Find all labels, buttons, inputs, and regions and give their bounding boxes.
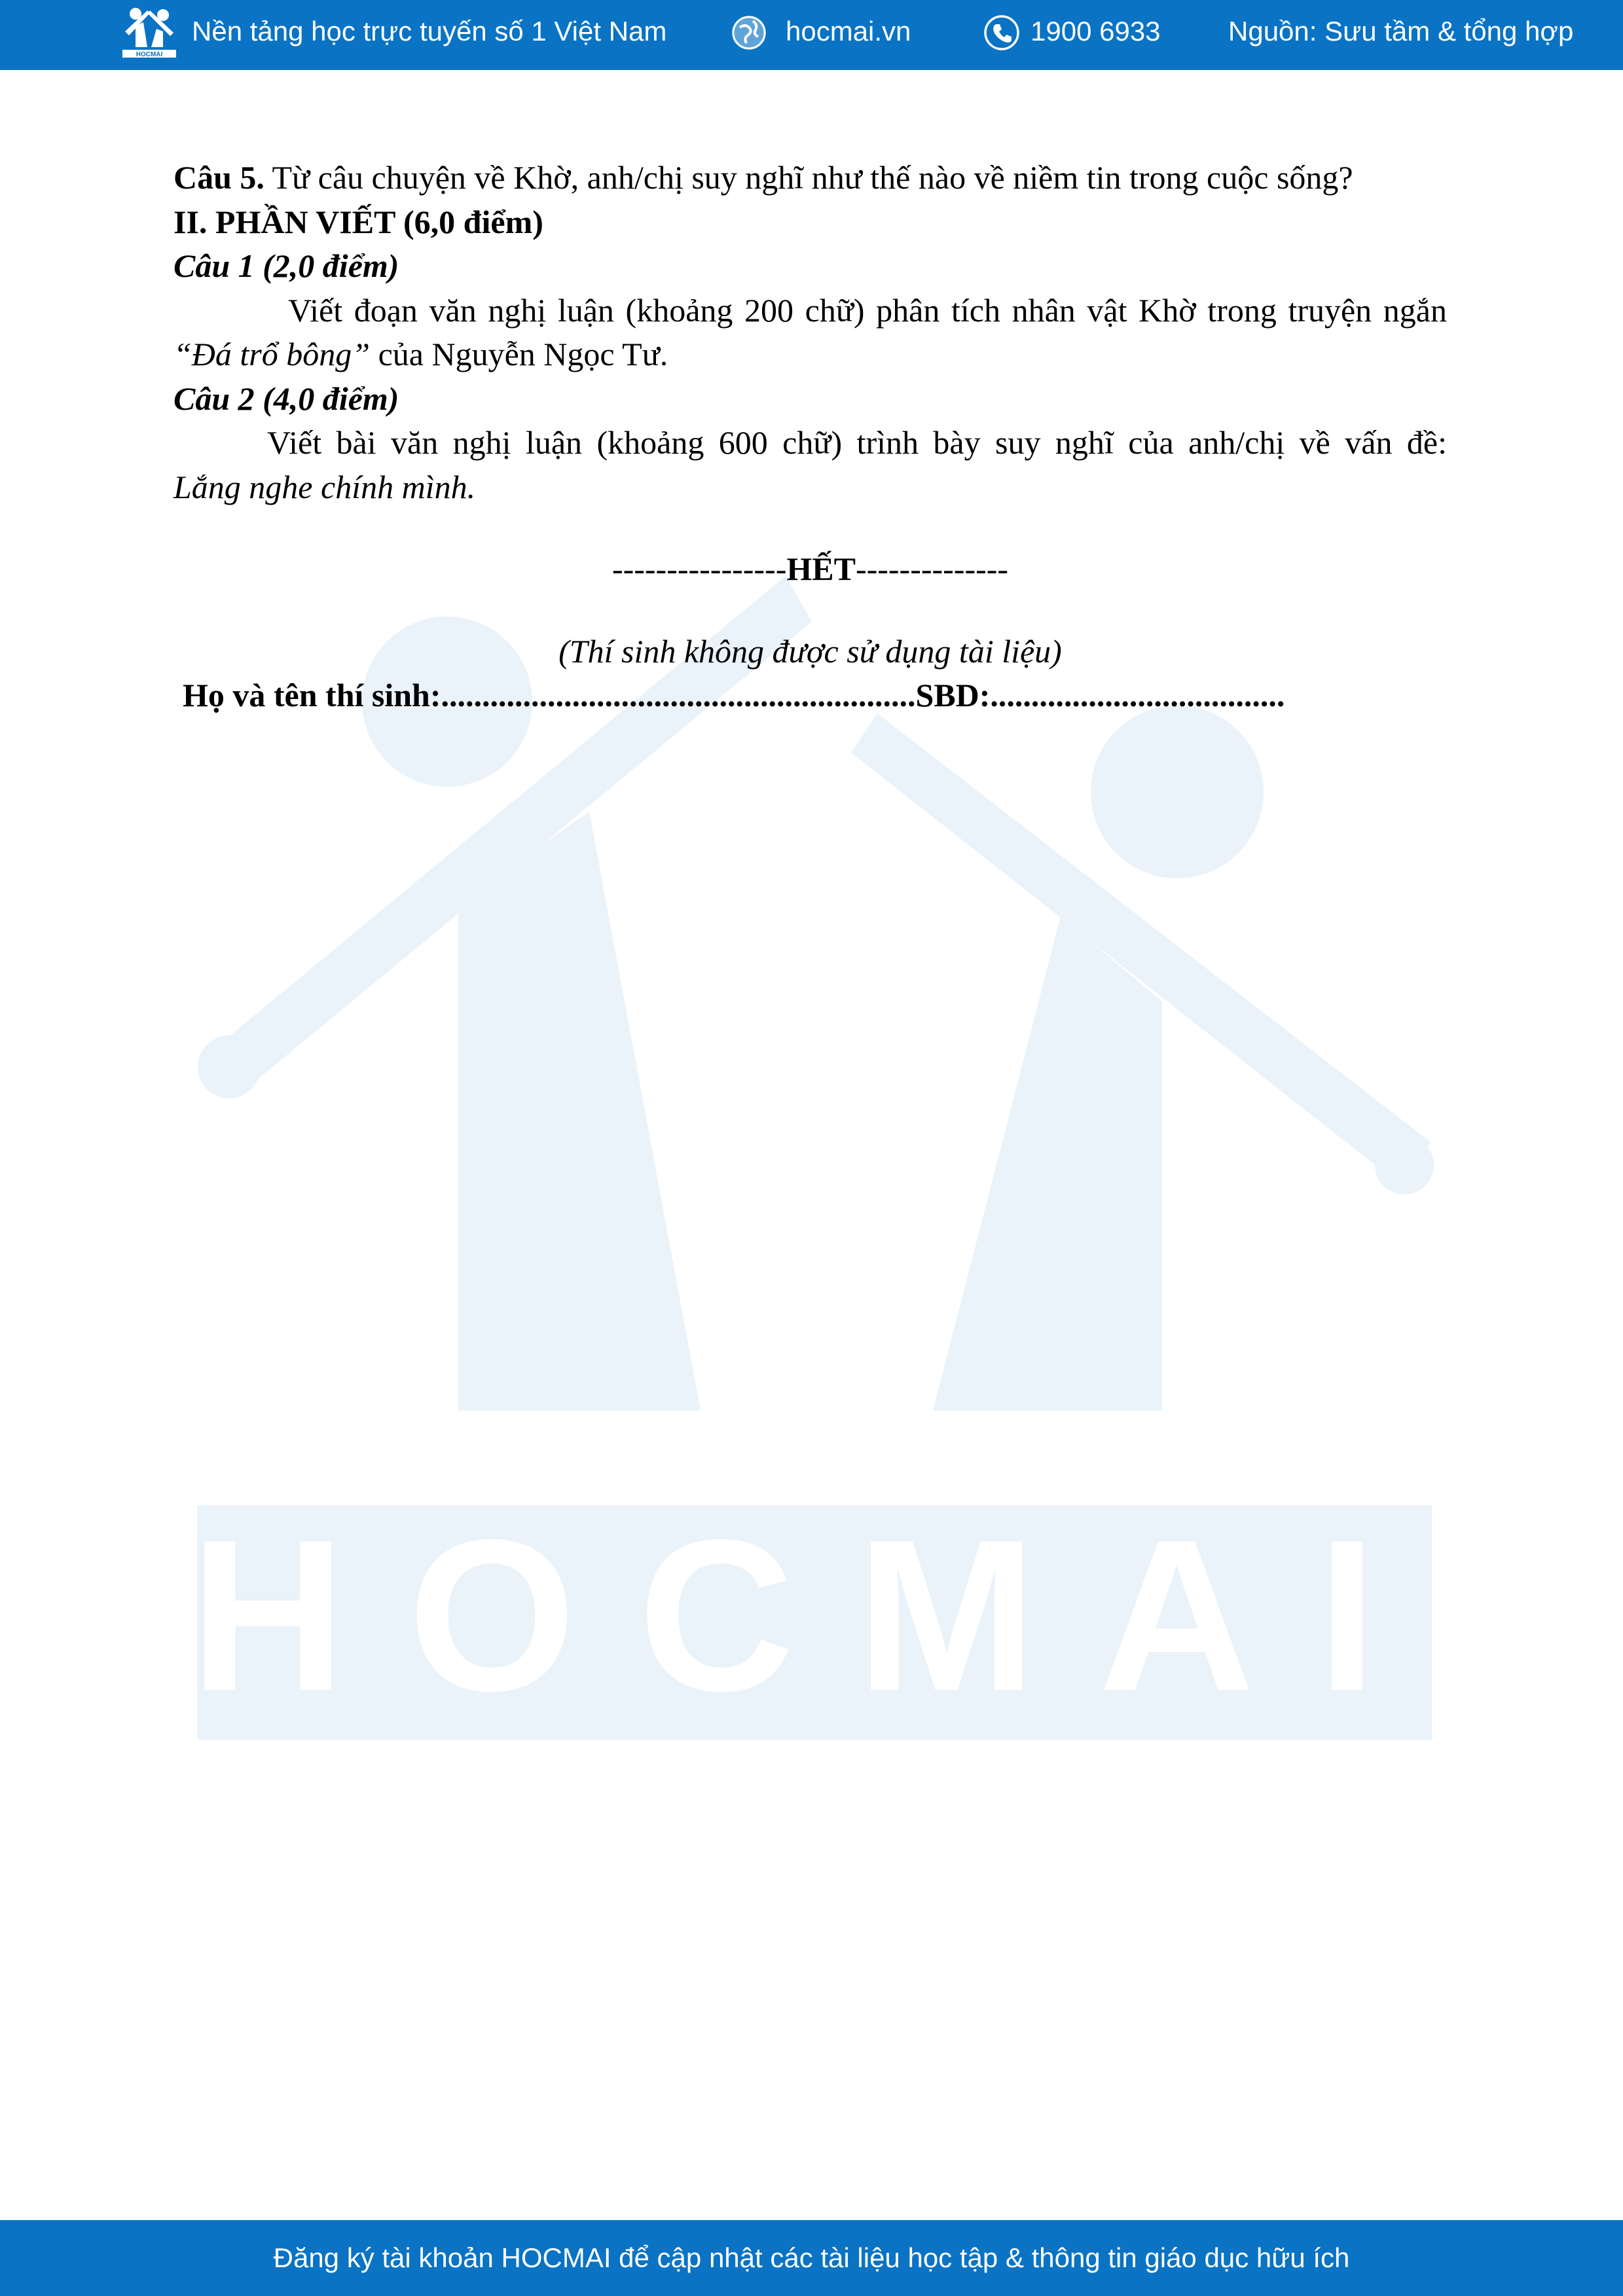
exam-note: [173, 630, 1447, 674]
question-5-label: Câu 5.: [173, 159, 264, 196]
candidate-info-text: Họ và tên thí sinh:..........................................................SBD:....................................: [183, 677, 1285, 713]
header-tagline: Nền tảng học trực tuyến số 1 Việt Nam: [192, 16, 667, 46]
candidate-info-line: [173, 673, 1447, 718]
writing-question-1-line-1: Viết đoạn văn nghị luận (khoảng 200 chữ) phân tích nhân vật Khờ trong truyện ngắn: [288, 291, 1447, 329]
header-website-link[interactable]: hocmai.vn: [786, 16, 911, 46]
writing-question-2-topic: [173, 465, 1447, 510]
writing-question-2-title-text: Câu 2 (4,0 điểm): [173, 380, 399, 417]
watermark-text: HOCMAI: [189, 1494, 1440, 1736]
hocmai-logo-icon: [121, 5, 177, 59]
writing-question-2-title: [173, 377, 1447, 422]
exam-note-text: (Thí sinh không được sử dụng tài liệu): [558, 632, 1062, 670]
svg-text:HOCMAI: HOCMAI: [136, 51, 163, 58]
writing-question-1-title-text: Câu 1 (2,0 điểm): [173, 247, 399, 284]
section-2-title-text: II. PHẦN VIẾT (6,0 điểm): [173, 203, 543, 240]
writing-question-1-line-2: [173, 332, 1447, 377]
globe-icon: [731, 14, 767, 51]
top-banner: [0, 0, 1623, 70]
work-title: “Đá trổ bông”: [173, 336, 371, 372]
header-hotline[interactable]: 1900 6933: [1030, 16, 1161, 46]
end-marker-right: --------------: [855, 550, 1009, 587]
header-source-note: Nguồn: Sưu tầm & tổng hợp: [1228, 16, 1574, 46]
end-marker-left: ----------------: [611, 550, 787, 587]
exam-content: [173, 156, 1447, 718]
footer-text: Đăng ký tài khoản HOCMAI để cập nhật các tài liệu học tập & thông tin giáo dục hữu ích: [273, 2242, 1350, 2273]
section-2-title: [173, 200, 1447, 245]
bottom-banner: [0, 2220, 1623, 2296]
end-marker-word: HẾT: [786, 550, 856, 587]
writing-question-2-topic-text: Lắng nghe chính mình.: [173, 468, 476, 505]
question-5: [173, 156, 1447, 200]
work-author: của Nguyễn Ngọc Tư.: [370, 336, 668, 372]
question-5-text: Từ câu chuyện về Khờ, anh/chị suy nghĩ như thế nào về niềm tin trong cuộc sống?: [264, 159, 1353, 196]
writing-question-1-title: [173, 244, 1447, 289]
end-marker: [173, 547, 1447, 592]
phone-icon: [983, 14, 1020, 51]
writing-question-2-line-1: Viết bài văn nghị luận (khoảng 600 chữ) trình bày suy nghĩ của anh/chị về vấn đề:: [267, 424, 1447, 461]
